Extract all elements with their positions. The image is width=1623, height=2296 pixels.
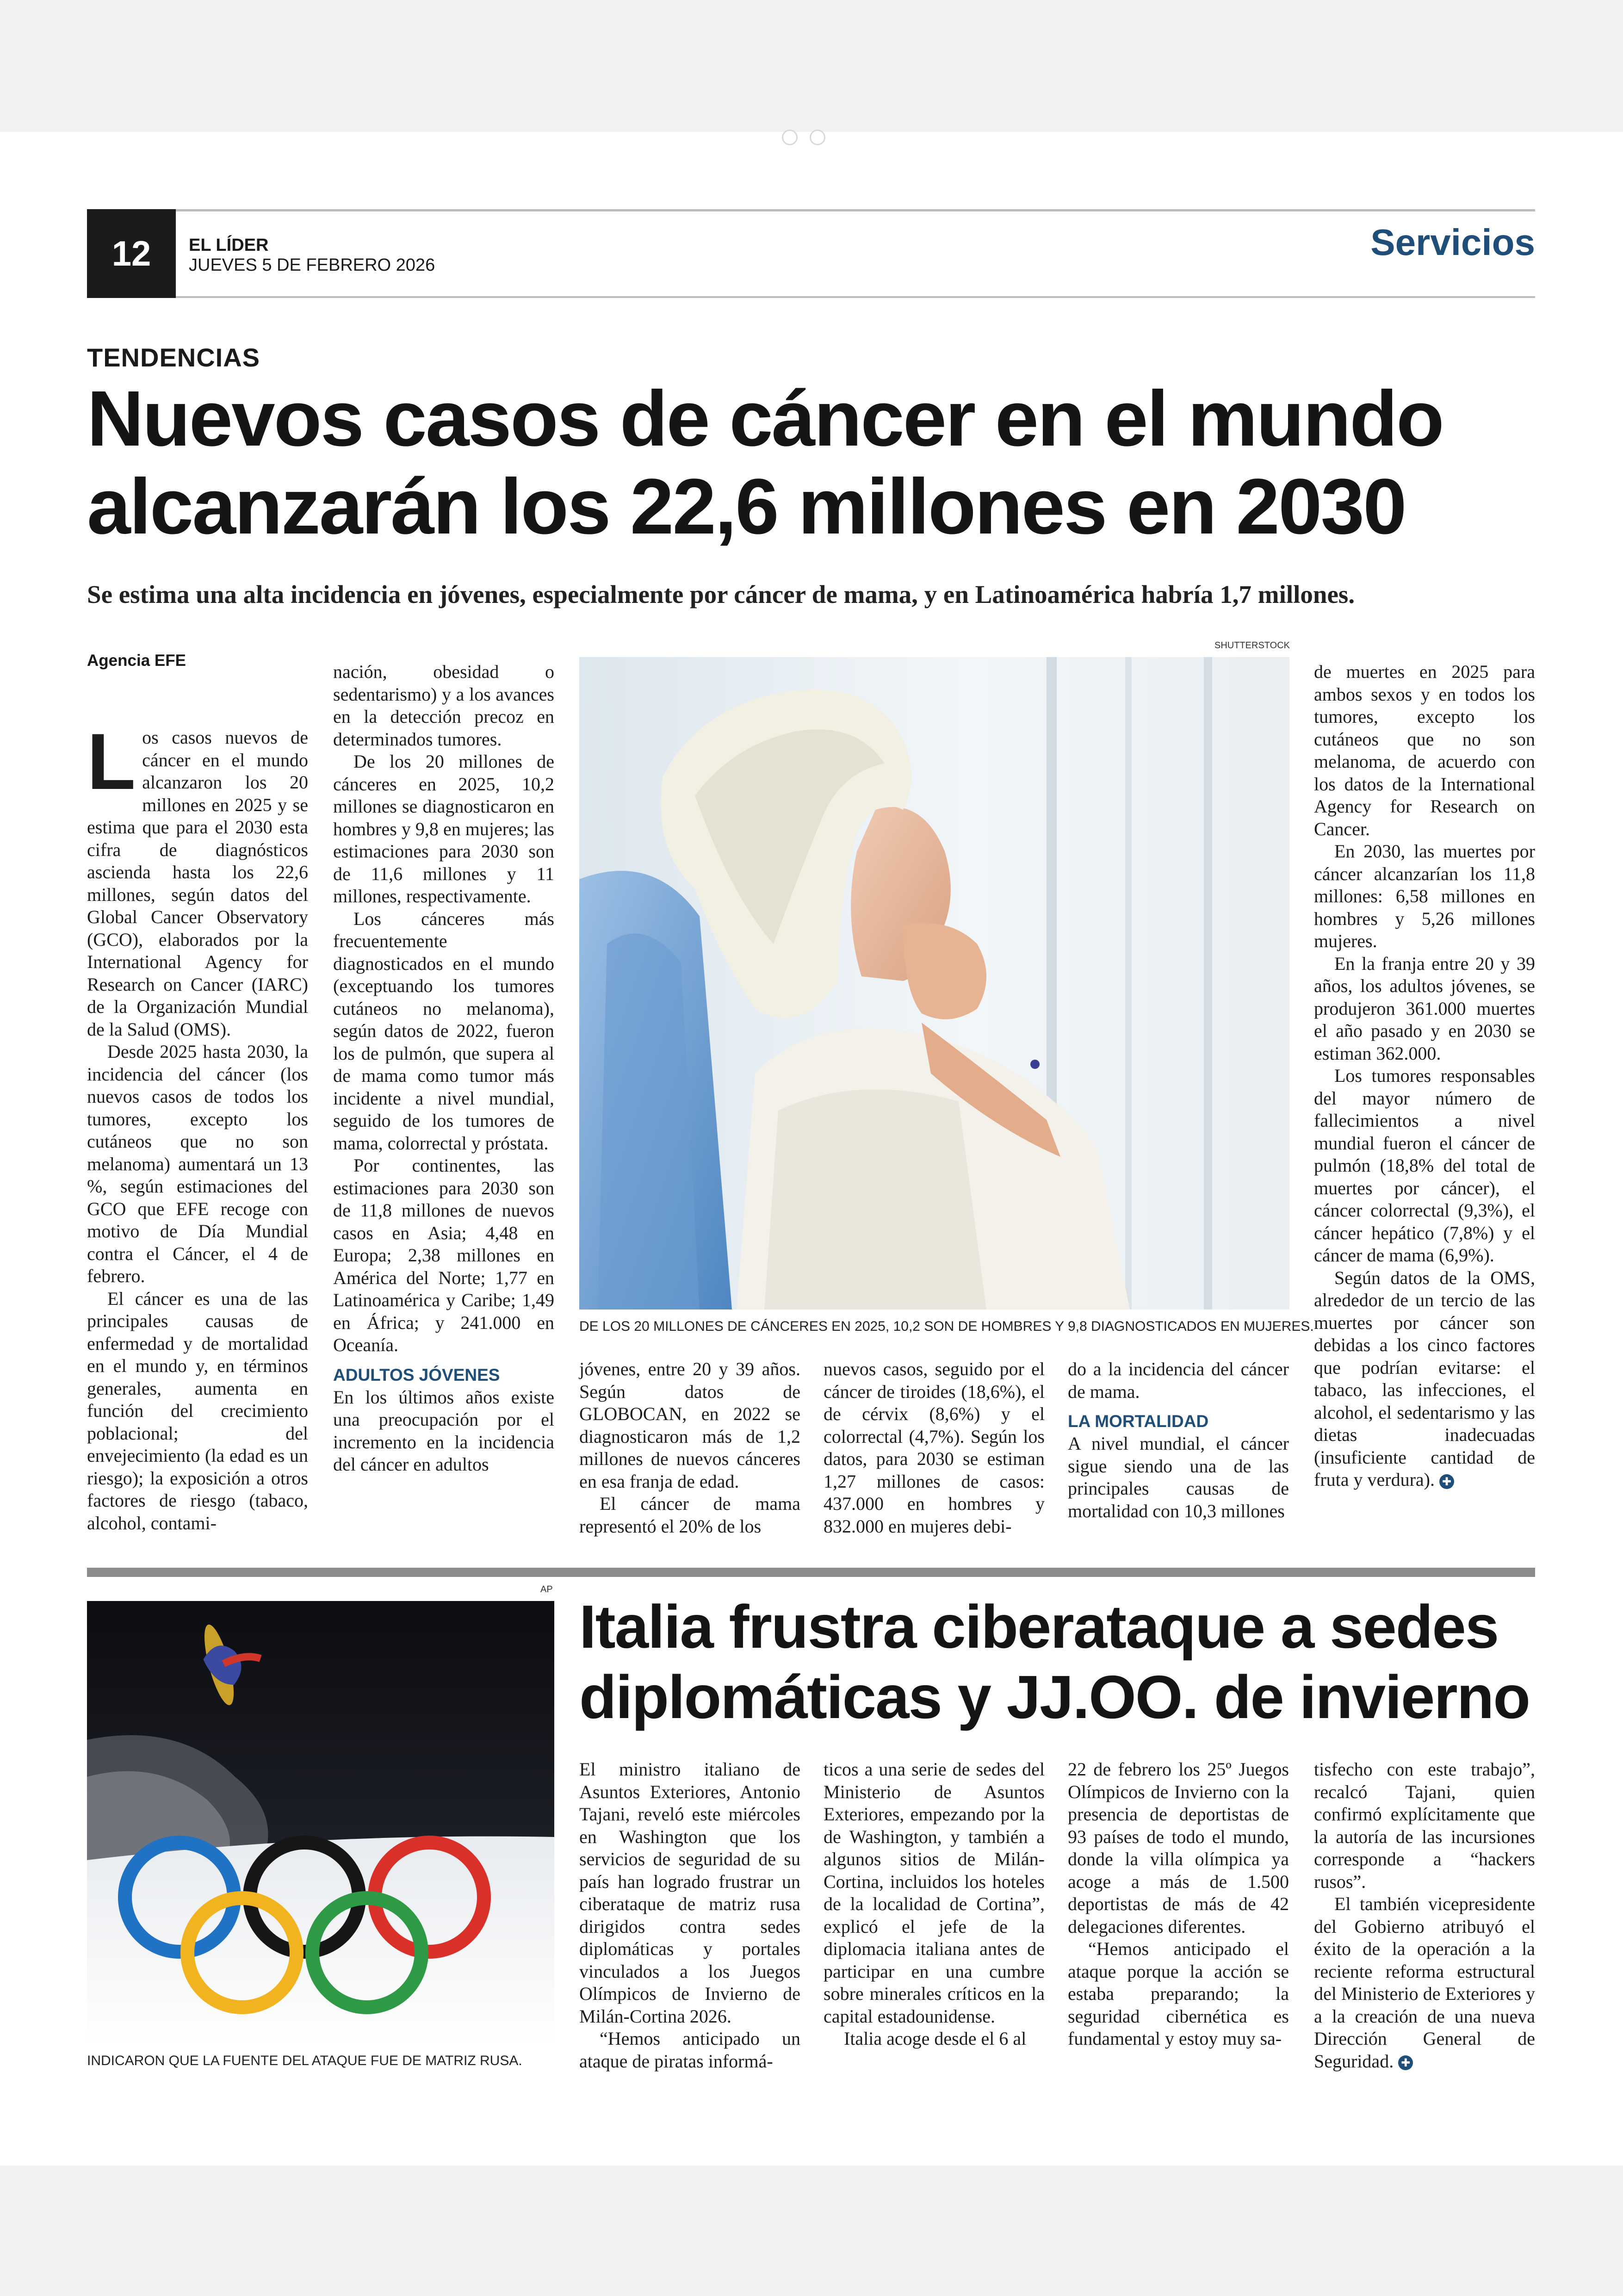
article-headline [87, 375, 1567, 551]
article-column-4 [1314, 1758, 1535, 2073]
olympic-rings-illustration [87, 1601, 554, 2045]
article-column-3 [579, 1358, 800, 1538]
patient-photo-illustration [579, 657, 1289, 1309]
paragraph: El cáncer de mama representó el 20% de los [579, 1493, 800, 1537]
paragraph: Por continentes, las estimaciones para 2030 son de 11,8 millones de nuevos casos en Asia; 4,48 en Europa; 2,38 millones en América del Norte; 1,77 en Latinoamérica y Caribe; 1,49 en África; y 241.000 en Oceanía. [333, 1155, 554, 1355]
headline-line: Nuevos casos de cáncer en el mundo [87, 375, 1443, 463]
photo-caption: DE LOS 20 MILLONES DE CÁNCERES EN 2025, 10,2 SON DE HOMBRES Y 9,8 DIAGNOSTICADOS EN MUJERES. [579, 1319, 1314, 1334]
headline-line: diplomáticas y JJ.OO. de invierno [579, 1663, 1530, 1731]
end-of-article-icon: ✚ [1439, 1474, 1454, 1489]
paragraph: Los tumores responsables del mayor número de fallecimientos a nivel mundial fueron el cáncer de pulmón (18,8% del total de muertes por cáncer), el cáncer colorrectal (9,3%), el cáncer hepático (7,8%) y el cáncer de mama (6,9%). [1314, 1065, 1535, 1266]
paragraph: Desde 2025 hasta 2030, la incidencia del cáncer (los nuevos casos de todos los tumores, excepto los cutáneos que no son melanoma) aumentará un 13 %, según estimaciones del GCO que EFE recoge con motivo de Día Mundial contra el Cáncer, el 4 de febrero. [87, 1041, 308, 1286]
article-column-6 [1314, 661, 1535, 1491]
paragraph: A nivel mundial, el cáncer sigue siendo una de las principales causas de mortalidad con 10,3 millones [1068, 1433, 1289, 1521]
newspaper-name: EL LÍDER [189, 236, 269, 255]
paragraph: En los últimos años existe una preocupación por el incremento en la incidencia del cáncer en adultos [333, 1386, 554, 1475]
end-of-article-icon: ✚ [1398, 2055, 1413, 2070]
article-column-5 [1068, 1358, 1289, 1522]
paragraph: nación, obesidad o sedentarismo) y a los avances en la detección precoz en determinados tumores. [333, 661, 554, 750]
paragraph: Los cánceres más frecuentemente diagnosticados en el mundo (exceptuando los tumores cutáneos no melanoma), según datos de 2022, fueron los de pulmón, que supera al de mama como tumor más incidente a nivel mundial, seguido de los tumores de mama, colorrectal y próstata. [333, 908, 554, 1154]
paragraph: El ministro italiano de Asuntos Exteriores, Antonio Tajani, reveló este miércoles en Washington que los servicios de seguridad de su país han logrado frustrar un ciberataque de matriz rusa dirigidos contra sedes diplomáticas y portales vinculados a los Juegos Olímpicos de Invierno de Milán-Cortina 2026. [579, 1759, 800, 2027]
paragraph: Italia acoge desde el 6 al [844, 2028, 1027, 2049]
article-column-4 [824, 1358, 1045, 1538]
photo-caption: INDICARON QUE LA FUENTE DEL ATAQUE FUE DE MATRIZ RUSA. [87, 2053, 522, 2068]
photo-credit: SHUTTERSTOCK [1214, 640, 1290, 651]
paragraph: El también vicepresidente del Gobierno atribuyó el éxito de la operación a la reciente reforma estructural del Ministerio de Exteriores y a la creación de una nueva Dirección General de Seguridad. ✚ [1314, 1893, 1535, 2072]
page-dot-icon[interactable] [810, 130, 825, 145]
paragraph: Los casos nuevos de cáncer en el mundo alcanzaron los 20 millones en 2025 y se estima que para el 2030 esta cifra de diagnósticos ascienda hasta los 22,6 millones, según datos del Global Cancer Observatory (GCO), elaborados por la International Agency for Research on Cancer (IARC) de la Organización Mundial de la Salud (OMS). [87, 717, 308, 1040]
paragraph: de muertes en 2025 para ambos sexos y en todos los tumores, excepto los cutáneos que no son melanoma, de acuerdo con los datos de la International Agency for Research on Cancer. [1314, 661, 1535, 839]
paragraph: Según datos de la OMS, alrededor de un tercio de las muertes por cáncer son debidas a los cinco factores que podrían evitarse: el tabaco, las infecciones, el alcohol, el sedentarismo y las dietas inadecuadas (insuficiente cantidad de fruta y verdura). ✚ [1314, 1267, 1535, 1490]
drop-cap: L [87, 717, 136, 806]
article-deck: Se estima una alta incidencia en jóvenes, especialmente por cáncer de mama, y en Latinoamérica habría 1,7 millones. [87, 580, 1355, 608]
paragraph: En la franja entre 20 y 39 años, los adultos jóvenes, se produjeron 361.000 muertes el año pasado y en 2030 se estiman 362.000. [1314, 953, 1535, 1064]
headline-line: Italia frustra ciberataque a sedes [579, 1593, 1499, 1661]
paragraph: “Hemos anticipado un ataque de piratas informá- [579, 2028, 800, 2072]
byline: Agencia EFE [87, 652, 186, 670]
paragraph: do a la incidencia del cáncer de mama. [1068, 1359, 1289, 1402]
section-divider [87, 1568, 1535, 1577]
paragraph: tisfecho con este trabajo”, recalcó Tajani, quien confirmó explícitamente que la autoría de las incursiones corresponde a “hackers rusos”. [1314, 1759, 1535, 1892]
photo-credit: AP [540, 1584, 553, 1595]
issue-date: JUEVES 5 DE FEBRERO 2026 [189, 255, 435, 275]
paragraph: nuevos casos, seguido por el cáncer de tiroides (18,6%), el de cérvix (8,6%) y el colorrectal (4,7%). Según los datos, para 2030 se estiman 1,27 millones de casos: 437.000 en hombres y 832.000 en mujeres debi- [824, 1359, 1045, 1537]
headline-line: alcanzarán los 22,6 millones en 2030 [87, 463, 1406, 551]
paragraph: De los 20 millones de cánceres en 2025, 10,2 millones se diagnosticaron en hombres y 9,8 en mujeres; las estimaciones para 2030 son de 11,6 millones y 11 millones, respectivamente. [333, 751, 554, 906]
article-kicker: TENDENCIAS [87, 343, 260, 372]
page-dot-icon[interactable] [782, 130, 798, 145]
paragraph: 22 de febrero los 25º Juegos Olímpicos de Invierno con la presencia de deportistas de 93 países de todo el mundo, donde la villa olímpica ya acoge a más de 1.500 deportistas de más de 42 delegaciones diferentes. [1068, 1759, 1289, 1937]
article-column-1 [87, 717, 308, 1534]
subhead: LA MORTALIDAD [1068, 1412, 1209, 1431]
header-top-rule [87, 209, 1535, 211]
article-column-2 [824, 1758, 1045, 2050]
section-title: Servicios [1370, 222, 1535, 263]
patient-photo [579, 657, 1289, 1309]
olympic-rings-photo [87, 1601, 554, 2045]
article-column-3 [1068, 1758, 1289, 2050]
article-column-2 [333, 661, 554, 1476]
paragraph: El cáncer es una de las principales causas de enfermedad y de mortalidad en el mundo y, en términos generales, aumenta en función del crecimiento poblacional; del envejecimiento (la edad es un riesgo); la exposición a otros factores de riesgo (tabaco, alcohol, contami- [87, 1288, 308, 1533]
paragraph: En 2030, las muertes por cáncer alcanzarían los 11,8 millones: 6,58 millones en hombres y 5,26 millones mujeres. [1314, 841, 1535, 951]
page-number: 12 [87, 209, 176, 298]
paragraph: jóvenes, entre 20 y 39 años. Según datos de GLOBOCAN, en 2022 se diagnosticaron más de 1,2 millones de nuevos cánceres en esa franja de edad. [579, 1359, 800, 1492]
paragraph: ticos a una serie de sedes del Ministerio de Asuntos Exteriores, empezando por la de Washington, y también a algunos sitios de Milán-Cortina, incluidos los hoteles de la localidad de Cortina”, explicó el jefe de la diplomacia italiana antes de participar en una cumbre sobre minerales críticos en la capital estadounidense. [824, 1759, 1045, 2027]
article-column-1 [579, 1758, 800, 2073]
page-indicator-dots [782, 130, 825, 145]
article-headline [579, 1592, 1542, 1732]
paragraph: “Hemos anticipado el ataque porque la acción se estaba preparando; la seguridad cibernética es fundamental y estoy muy sa- [1068, 1938, 1289, 2049]
header-bottom-rule [87, 296, 1535, 298]
subhead: ADULTOS JÓVENES [333, 1365, 500, 1384]
